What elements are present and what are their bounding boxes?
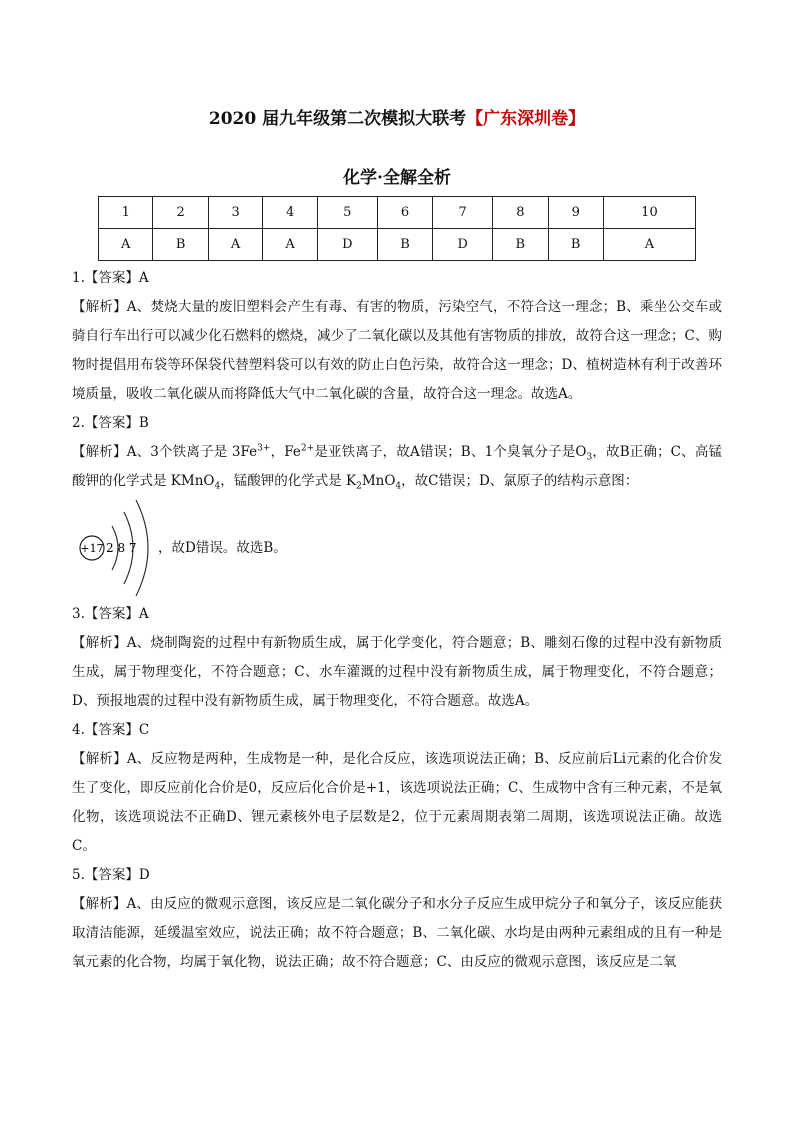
table-cell: A (603, 229, 695, 261)
text: 【解析】A、3个铁离子是 3Fe (72, 444, 258, 460)
table-cell: B (153, 229, 208, 261)
table-cell: A (263, 229, 317, 261)
text: MnO (361, 473, 396, 489)
answer-table (98, 196, 696, 261)
table-cell: B (548, 229, 603, 261)
q3-analysis: 【解析】A、烧制陶瓷的过程中有新物质生成，属于化学变化，符合题意；B、雕刻石像的过程中没有新物质生成，属于物理变化，不符合题意；C、水车灌溉的过程中没有新物质生成，属于物理变化，不符合题意；D、预报地震的过程中没有新物质生成，属于物理变化，不符合题意。故选A。 (72, 635, 722, 709)
answer-table-answer-row (99, 229, 696, 261)
text: ，Fe (270, 444, 301, 460)
table-cell: 4 (263, 197, 317, 229)
table-cell: 3 (208, 197, 262, 229)
table-cell: 9 (548, 197, 603, 229)
subscript: 2 (356, 481, 362, 492)
table-cell: 5 (317, 197, 377, 229)
subscript: 3 (586, 452, 593, 463)
q2-analysis (72, 438, 722, 496)
q1-answer: 1.【答案】A (72, 270, 149, 286)
table-cell: A (99, 229, 153, 261)
superscript: 3+ (257, 443, 271, 454)
text: ，故B正确；C、高锰酸钾的化学式是 KMnO (72, 444, 723, 489)
q4-answer: 4.【答案】C (72, 722, 150, 738)
table-cell: 7 (433, 197, 493, 229)
table-cell: B (493, 229, 548, 261)
q2-analysis-tail: ，故D错误。故选B。 (158, 539, 287, 556)
table-cell: 10 (603, 197, 695, 229)
text: ，故C错误；D、氯原子的结构示意图： (401, 473, 639, 489)
subscript: 4 (395, 481, 402, 492)
page-title (0, 104, 794, 129)
table-cell: D (317, 229, 377, 261)
answer-table-number-row (99, 197, 696, 229)
chlorine-atom-row (72, 496, 722, 600)
table-cell: 1 (99, 197, 153, 229)
q2-answer: 2.【答案】B (72, 415, 149, 431)
text: ，锰酸钾的化学式是 K (220, 473, 357, 489)
title-main: 2020 届九年级第二次模拟大联考 (208, 109, 467, 129)
table-cell: B (377, 229, 432, 261)
q3-answer: 3.【答案】A (72, 606, 149, 622)
table-cell: 2 (153, 197, 208, 229)
table-cell: D (433, 229, 493, 261)
superscript: 2+ (300, 443, 315, 454)
table-cell: 8 (493, 197, 548, 229)
atom-structure-diagram (72, 496, 158, 600)
solutions-body (72, 264, 722, 977)
q1-analysis: 【解析】A、焚烧大量的废旧塑料会产生有毒、有害的物质，污染空气，不符合这一理念；B、乘坐公交车或骑自行车出行可以减少化石燃料的燃烧，减少了二氧化碳以及其他有害物质的排放，故符合这一理念；C、购物时提倡用布袋等环保袋代替塑料袋可以有效的防止白色污染，故符合这一理念；D、植树造林有利于改善环境质量，吸收二氧化碳从而将降低大气中二氧化碳的含量，故符合这一理念。故选A。 (72, 299, 722, 402)
text: 是亚铁离子，故A错误；B、1个臭氧分子是O (314, 444, 587, 460)
table-cell: A (208, 229, 262, 261)
table-cell: 6 (377, 197, 432, 229)
subscript: 4 (214, 481, 221, 492)
q5-analysis: 【解析】A、由反应的微观示意图，该反应是二氧化碳分子和水分子反应生成甲烷分子和氧分子，该反应能获取清洁能源，延缓温室效应，说法正确；故不符合题意；B、二氧化碳、水均是由两种元素组成的且有一种是氧元素的化合物，均属于氧化物，说法正确；故不符合题意；C、由反应的微观示意图，该反应是二氧 (72, 896, 722, 970)
nucleus-label: +17 (80, 542, 104, 555)
page-subtitle: 化学·全解全析 (343, 168, 451, 188)
shell-electrons: 2 8 7 (106, 541, 137, 555)
title-highlight: 【广东深圳卷】 (466, 109, 586, 129)
q4-analysis: 【解析】A、反应物是两种，生成物是一种，是化合反应，该选项说法正确；B、反应前后Li元素的化合价发生了变化，即反应前化合价是0，反应后化合价是+1，该选项说法正确；C、生成物中含有三种元素，不是氧化物，该选项说法不正确D、锂元素核外电子层数是2，位于元素周期表第二周期，该选项说法正确。故选C。 (72, 751, 722, 854)
q5-answer: 5.【答案】D (72, 867, 150, 883)
